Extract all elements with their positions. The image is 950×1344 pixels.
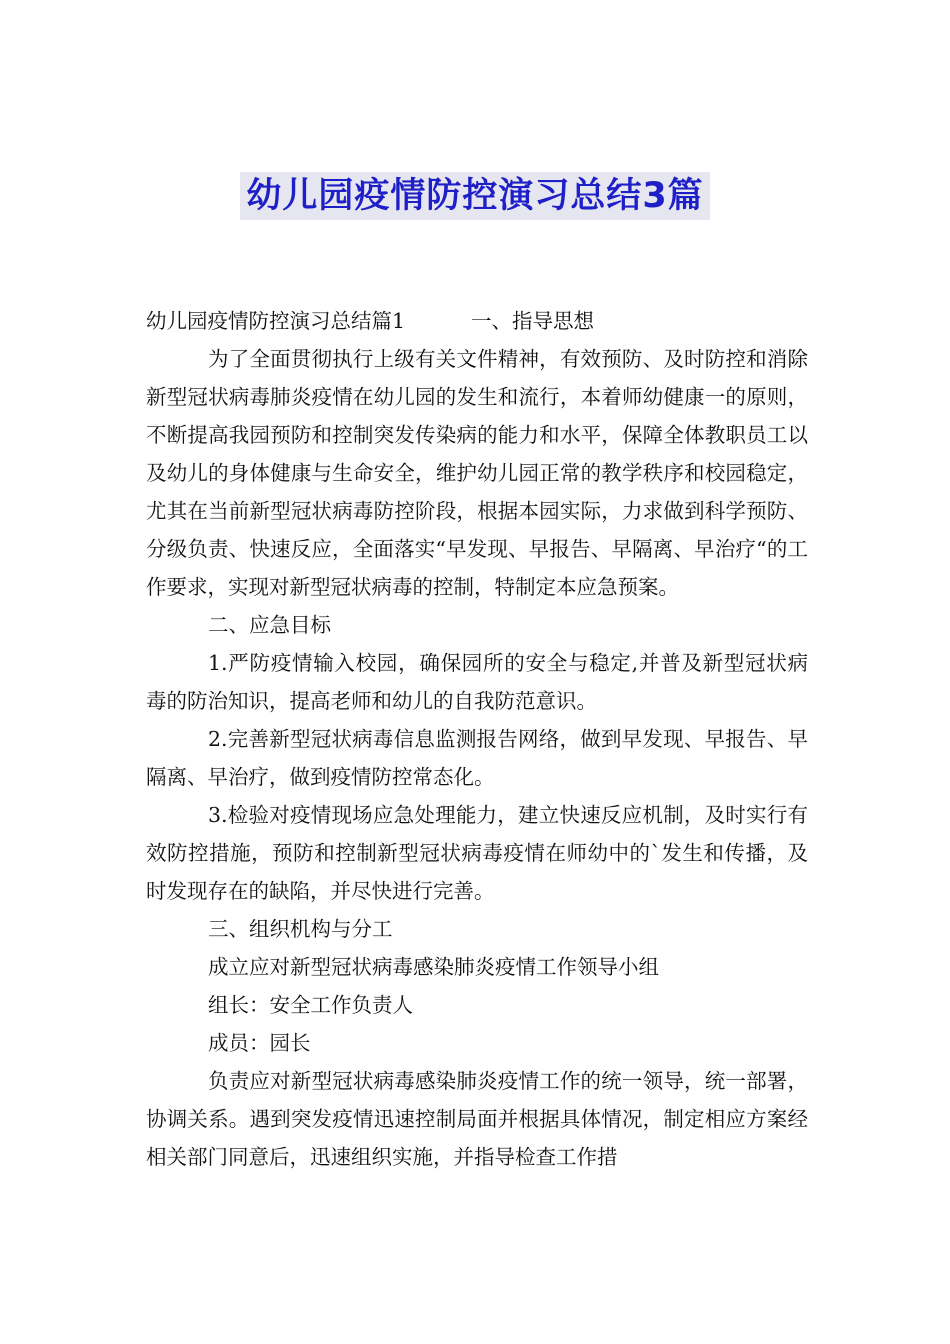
paragraph-guiding-idea: 为了全面贯彻执行上级有关文件精神，有效预防、及时防控和消除新型冠状病毒肺炎疫情在幼儿园的发生和流行，本着师幼健康一的原则，不断提高我园预防和控制突发传染病的能力和水平，保障全体教职员工以及幼儿的身体健康与生命安全，维护幼儿园正常的教学秩序和校园稳定，尤其在当前新型冠状病毒防控阶段，根据本园实际，力求做到科学预防、分级负责、快速反应，全面落实“早发现、早报告、早隔离、早治疗“的工作要求，实现对新型冠状病毒的控制，特制定本应急预案。 [146,347,808,599]
goal-item: 3.检验对疫情现场应急处理能力，建立快速反应机制，及时实行有效防控措施，预防和控制新型冠状病毒疫情在师幼中的`发生和传播，及时发现存在的缺陷，并尽快进行完善。 [146,803,808,903]
title-area [0,172,950,220]
section-heading: 三、组织机构与分工 [208,917,393,941]
section-heading: 一、指导思想 [471,309,595,333]
goal-item: 1.严防疫情输入校园，确保园所的安全与稳定,并普及新型冠状病毒的防治知识，提高老师和幼儿的自我防范意识。 [146,651,808,713]
document-title: 幼儿园疫情防控演习总结3篇 [240,172,709,220]
part-label: 幼儿园疫情防控演习总结篇1 [146,309,406,333]
goal-item: 2.完善新型冠状病毒信息监测报告网络，做到早发现、早报告、早隔离、早治疗，做到疫情防控常态化。 [146,727,808,789]
first-line [146,302,808,340]
paragraph-duties: 负责应对新型冠状病毒感染肺炎疫情工作的统一领导，统一部署，协调关系。遇到突发疫情迅速控制局面并根据具体情况，制定相应方案经相关部门同意后，迅速组织实施，并指导检查工作措 [146,1069,808,1169]
paragraph-line: 成立应对新型冠状病毒感染肺炎疫情工作领导小组 [208,955,659,979]
paragraph-line: 组长：安全工作负责人 [208,993,413,1017]
document-body [146,302,808,1176]
section-heading: 二、应急目标 [208,613,331,637]
paragraph-line: 成员：园长 [208,1031,311,1055]
